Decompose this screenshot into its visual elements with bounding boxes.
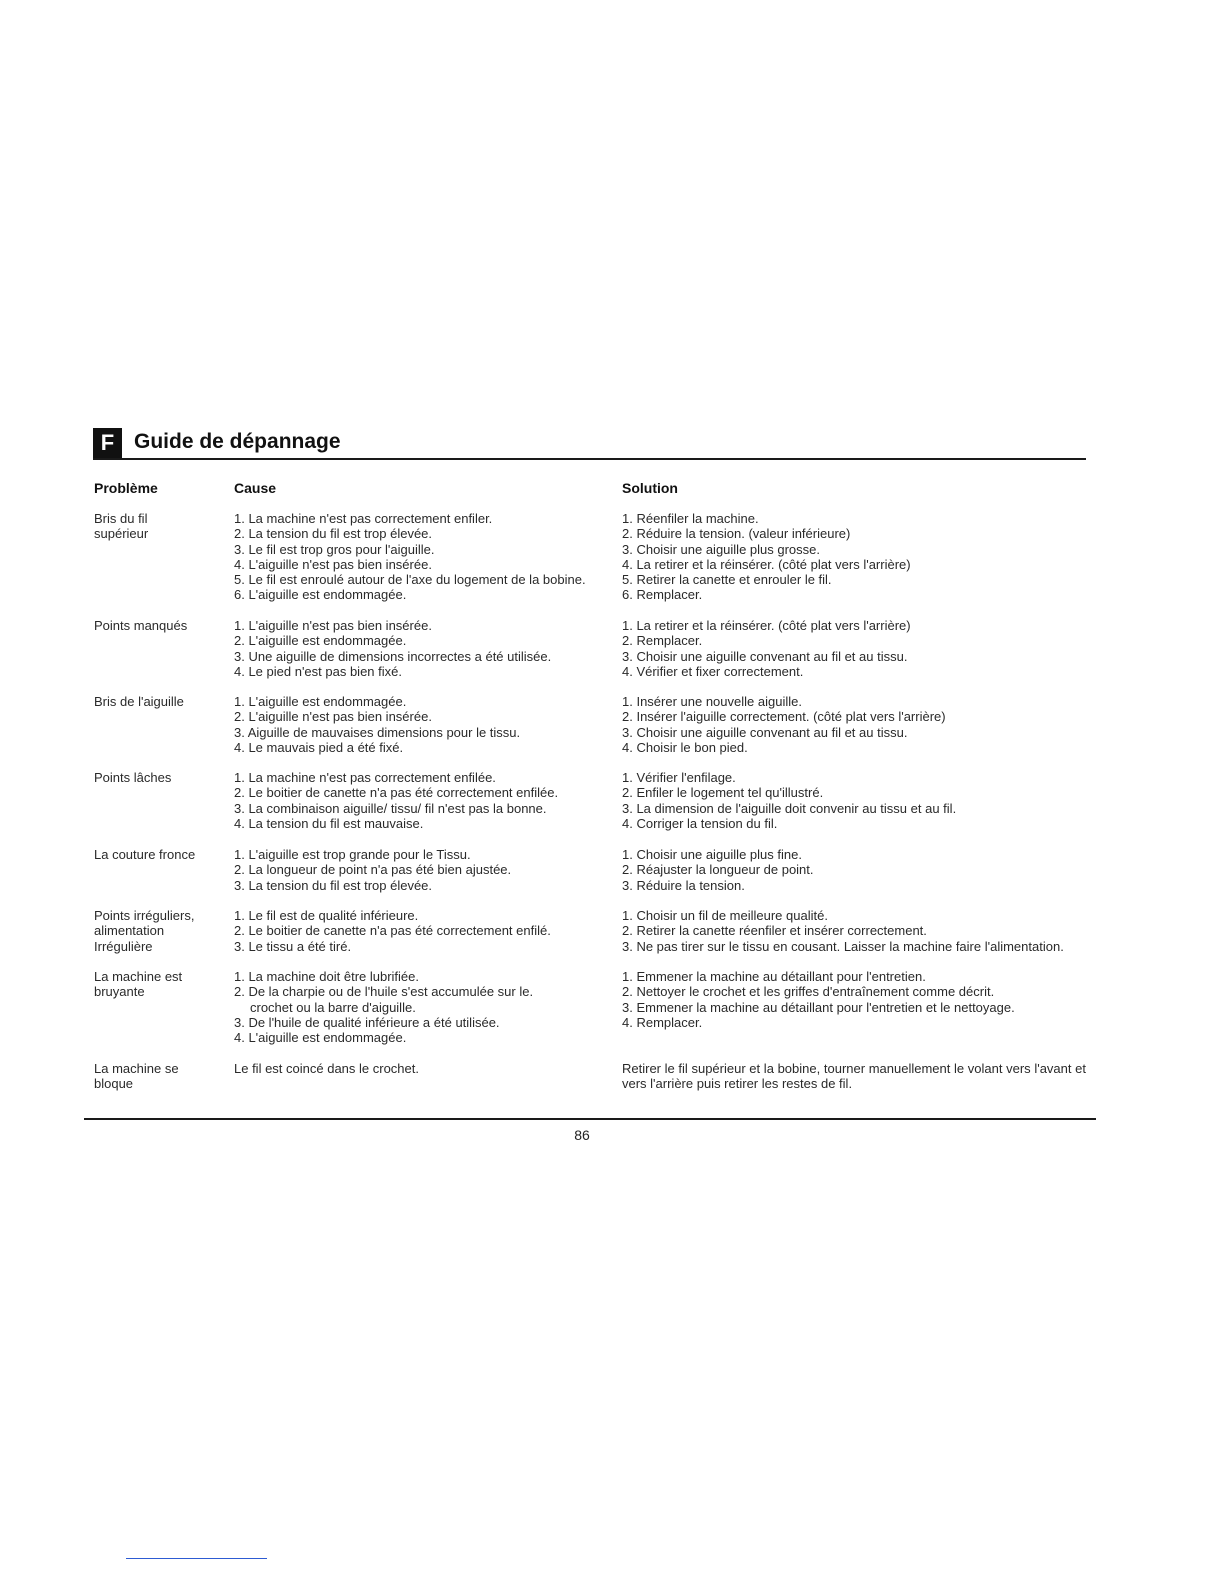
solution-item: 3. Choisir une aiguille plus grosse. (622, 541, 820, 557)
problem-cell (94, 1061, 224, 1092)
solution-item: 1. Emmener la machine au détaillant pour l'entretien. (622, 969, 926, 984)
column-header-cause: Cause (234, 480, 277, 496)
cause-item: 2. La tension du fil est trop élevée. (234, 526, 433, 542)
solution-item: 2. Retirer la canette réenfiler et insérer correctement. (622, 923, 927, 939)
cause-item: 4. Le mauvais pied a été fixé. (234, 739, 404, 755)
solution-item: 3. Ne pas tirer sur le tissu en cousant. Laisser la machine faire l'alimentation. (622, 938, 1064, 954)
solution-item: 4. Remplacer. (622, 1014, 703, 1030)
solution-item: 4. Vérifier et fixer correctement. (622, 663, 804, 679)
cause-item: 4. La tension du fil est mauvaise. (234, 815, 424, 831)
cause-item: 3. La combinaison aiguille/ tissu/ fil n'est pas la bonne. (234, 800, 547, 816)
problem-cell (94, 770, 224, 785)
solution-item: 1. Réenfiler la machine. (622, 511, 759, 526)
cause-item: 2. Le boitier de canette n'a pas été correctement enfilée. (234, 785, 559, 801)
solution-cell (622, 694, 1092, 755)
cause-cell (234, 1061, 616, 1076)
problem-cell (94, 618, 224, 633)
footnote-link-underline[interactable] (126, 1558, 267, 1559)
solution-cell (622, 618, 1092, 679)
cause-item: 1. L'aiguille est endommagée. (234, 694, 407, 709)
problem-text: supérieur (94, 526, 149, 542)
cause-cell (234, 969, 616, 1045)
cause-item: 2. L'aiguille n'est pas bien insérée. (234, 709, 432, 725)
solution-item: 1. Insérer une nouvelle aiguille. (622, 694, 802, 709)
problem-cell (94, 847, 224, 862)
cause-item: Le fil est coincé dans le crochet. (234, 1061, 419, 1076)
problem-text: bruyante (94, 984, 145, 1000)
solution-item: 2. Enfiler le logement tel qu'illustré. (622, 785, 824, 801)
cause-item-continuation: crochet ou la barre d'aiguille. (250, 999, 416, 1015)
cause-item: 1. La machine n'est pas correctement enfiler. (234, 511, 493, 526)
cause-item: 4. L'aiguille est endommagée. (234, 1030, 407, 1046)
solution-cell (622, 770, 1092, 831)
solution-item: 2. Remplacer. (622, 633, 703, 649)
footer-divider (84, 1118, 1096, 1120)
cause-item: 5. Le fil est enroulé autour de l'axe du logement de la bobine. (234, 572, 586, 588)
cause-item: 2. Le boitier de canette n'a pas été correctement enfilé. (234, 923, 551, 939)
solution-item: 2. Insérer l'aiguille correctement. (côté plat vers l'arrière) (622, 709, 946, 725)
cause-item: 4. Le pied n'est pas bien fixé. (234, 663, 402, 679)
cause-item: 3. Le fil est trop gros pour l'aiguille. (234, 541, 435, 557)
cause-item: 1. Le fil est de qualité inférieure. (234, 908, 419, 923)
cause-item: 3. Une aiguille de dimensions incorrectes a été utilisée. (234, 648, 552, 664)
cause-item: 2. La longueur de point n'a pas été bien ajustée. (234, 862, 512, 878)
problem-cell (94, 694, 224, 709)
cause-item: 3. Aiguille de mauvaises dimensions pour le tissu. (234, 724, 521, 740)
cause-cell (234, 847, 616, 893)
cause-item: 4. L'aiguille n'est pas bien insérée. (234, 556, 432, 572)
problem-text: Bris de l'aiguille (94, 694, 184, 709)
solution-item: 1. Vérifier l'enfilage. (622, 770, 736, 785)
solution-item: 1. La retirer et la réinsérer. (côté plat vers l'arrière) (622, 618, 911, 633)
problem-text: Irrégulière (94, 938, 153, 954)
solution-item: 5. Retirer la canette et enrouler le fil. (622, 572, 832, 588)
solution-item: 2. Réduire la tension. (valeur inférieure) (622, 526, 851, 542)
cause-item: 1. L'aiguille n'est pas bien insérée. (234, 618, 432, 633)
cause-item: 3. La tension du fil est trop élevée. (234, 877, 433, 893)
solution-cell (622, 969, 1092, 1030)
cause-cell (234, 618, 616, 679)
cause-cell (234, 694, 616, 755)
solution-item: 2. Réajuster la longueur de point. (622, 862, 814, 878)
column-header-problem: Problème (94, 480, 158, 496)
cause-cell (234, 511, 616, 603)
cause-item: 1. La machine doit être lubrifiée. (234, 969, 419, 984)
solution-item: 4. Choisir le bon pied. (622, 739, 748, 755)
solution-cell (622, 1061, 1092, 1092)
solution-item: 1. Choisir une aiguille plus fine. (622, 847, 802, 862)
solution-item: 2. Nettoyer le crochet et les griffes d'entraînement comme décrit. (622, 984, 995, 1000)
problem-text: Points manqués (94, 618, 188, 633)
language-badge: F (93, 428, 122, 458)
column-header-solution: Solution (622, 480, 678, 496)
problem-text: La machine se (94, 1061, 179, 1076)
solution-cell (622, 908, 1092, 954)
page-title: Guide de dépannage (134, 430, 341, 453)
cause-item: 1. La machine n'est pas correctement enfilée. (234, 770, 496, 785)
solution-cell (622, 847, 1092, 893)
problem-text: La couture fronce (94, 847, 196, 862)
problem-text: La machine est (94, 969, 183, 984)
problem-text: Points lâches (94, 770, 172, 785)
problem-text: alimentation (94, 923, 165, 939)
solution-item: 1. Choisir un fil de meilleure qualité. (622, 908, 828, 923)
solution-item: 3. Réduire la tension. (622, 877, 745, 893)
cause-item: 2. L'aiguille est endommagée. (234, 633, 407, 649)
problem-text: Bris du fil (94, 511, 148, 526)
solution-item: 4. Corriger la tension du fil. (622, 815, 778, 831)
solution-item: 3. Choisir une aiguille convenant au fil et au tissu. (622, 724, 908, 740)
problem-cell (94, 511, 224, 542)
solution-paragraph: Retirer le fil supérieur et la bobine, tourner manuellement le volant vers l'avant et vers l'arrière puis retirer les restes de fil. (622, 1061, 1086, 1092)
problem-text: bloque (94, 1076, 134, 1092)
cause-item: 2. De la charpie ou de l'huile s'est accumulée sur le. (234, 984, 534, 1000)
cause-cell (234, 908, 616, 954)
solution-item: 3. Emmener la machine au détaillant pour l'entretien et le nettoyage. (622, 999, 1015, 1015)
cause-item: 3. Le tissu a été tiré. (234, 938, 352, 954)
solution-item: 3. Choisir une aiguille convenant au fil et au tissu. (622, 648, 908, 664)
page-number: 86 (574, 1127, 590, 1143)
problem-cell (94, 969, 224, 1000)
cause-item: 6. L'aiguille est endommagée. (234, 587, 407, 603)
section-header (93, 428, 1086, 460)
problem-cell (94, 908, 224, 954)
cause-item: 1. L'aiguille est trop grande pour le Tissu. (234, 847, 471, 862)
problem-text: Points irréguliers, (94, 908, 195, 923)
solution-item: 3. La dimension de l'aiguille doit convenir au tissu et au fil. (622, 800, 957, 816)
solution-item: 4. La retirer et la réinsérer. (côté plat vers l'arrière) (622, 556, 911, 572)
cause-item: 3. De l'huile de qualité inférieure a été utilisée. (234, 1014, 500, 1030)
solution-item: 6. Remplacer. (622, 587, 703, 603)
solution-cell (622, 511, 1092, 603)
cause-cell (234, 770, 616, 831)
